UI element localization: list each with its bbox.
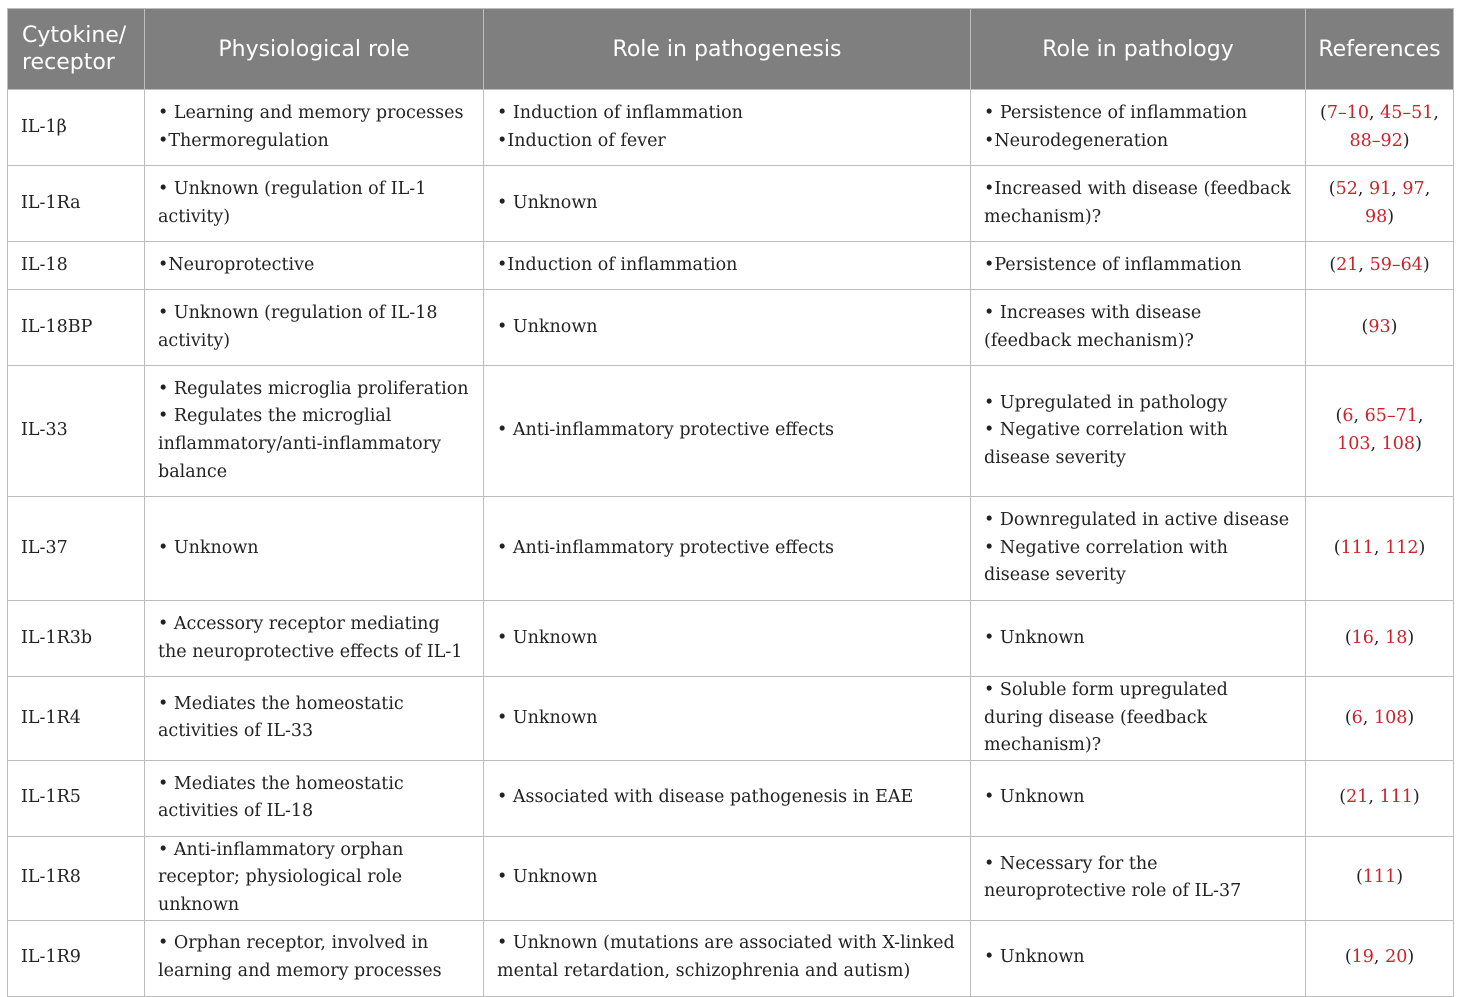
reference-link[interactable]: 93 [1368,316,1391,337]
bullet-item: •Induction of inflammation [497,254,738,275]
bullet-item: • Mediates the homeostatic activities of IL-33 [158,693,404,742]
physiological-role-cell [145,677,484,761]
table-row [8,497,1454,601]
references-cell: (52, 91, 97, 98) [1306,166,1454,242]
bullet-item: • Unknown [497,627,598,648]
reference-link[interactable]: 111 [1340,537,1374,558]
table-row [8,836,1454,920]
pathology-role-cell [971,601,1306,677]
pathogenesis-role-cell [484,497,971,601]
reference-link[interactable]: 59–64 [1369,254,1423,275]
bullet-item: • Necessary for the neuroprotective role of IL-37 [984,853,1242,902]
bullet-item: • Regulates the microglial inflammatory/anti-inflammatory balance [158,406,441,482]
bullet-item: • Unknown [984,947,1085,968]
bullet-item: •Induction of fever [497,130,666,151]
bullet-item: • Induction of inflammation [497,102,743,123]
header-physiological-role: Physiological role [145,9,484,90]
pathogenesis-role-cell [484,166,971,242]
bullet-item: • Negative correlation with disease severity [984,537,1228,586]
pathogenesis-role-cell [484,90,971,166]
cytokine-name: IL-1R5 [8,760,145,836]
bullet-item: • Increases with disease (feedback mechanism)? [984,302,1202,351]
pathology-role-cell [971,166,1306,242]
bullet-item: • Anti-inflammatory protective effects [497,420,835,441]
bullet-item: • Unknown (mutations are associated with X-linked mental retardation, schizophrenia and autism) [497,933,955,982]
pathogenesis-role-cell [484,760,971,836]
reference-link[interactable]: 97 [1402,178,1425,199]
pathogenesis-role-cell [484,601,971,677]
reference-link[interactable]: 19 [1351,947,1374,968]
bullet-item: • Unknown [984,627,1085,648]
table-row [8,677,1454,761]
bullet-item: • Upregulated in pathology [984,392,1228,413]
physiological-role-cell [145,920,484,996]
pathology-role-cell [971,290,1306,366]
bullet-item: • Persistence of inflammation [984,102,1248,123]
header-references: References [1306,9,1454,90]
references-cell: (6, 108) [1306,677,1454,761]
reference-link[interactable]: 21 [1336,254,1359,275]
references-cell: (93) [1306,290,1454,366]
table-body [8,90,1454,997]
bullet-item: • Unknown [497,707,598,728]
references-cell: (21, 59–64) [1306,242,1454,290]
bullet-item: • Regulates microglia proliferation [158,378,469,399]
bullet-item: • Anti-inflammatory protective effects [497,537,835,558]
references-cell: (16, 18) [1306,601,1454,677]
header-cytokine: Cytokine/ receptor [8,9,145,90]
physiological-role-cell [145,242,484,290]
references-cell: (111) [1306,836,1454,920]
physiological-role-cell [145,601,484,677]
cytokine-name: IL-18BP [8,290,145,366]
references-cell: (19, 20) [1306,920,1454,996]
references-cell: (21, 111) [1306,760,1454,836]
bullet-item: • Associated with disease pathogenesis in EAE [497,787,914,808]
physiological-role-cell [145,760,484,836]
bullet-item: • Mediates the homeostatic activities of IL-18 [158,773,404,822]
pathology-role-cell [971,90,1306,166]
cytokine-name: IL-37 [8,497,145,601]
pathogenesis-role-cell [484,366,971,497]
bullet-item: •Persistence of inflammation [984,254,1242,275]
pathology-role-cell [971,497,1306,601]
physiological-role-cell [145,497,484,601]
reference-link[interactable]: 103 [1337,434,1371,454]
header-role-in-pathogenesis: Role in pathogenesis [484,9,971,90]
pathology-role-cell [971,366,1306,497]
table-row [8,290,1454,366]
cytokine-name: IL-1β [8,90,145,166]
bullet-item: • Downregulated in active disease [984,510,1290,531]
bullet-item: •Neurodegeneration [984,130,1169,151]
reference-link[interactable]: 21 [1346,787,1369,808]
pathogenesis-role-cell [484,677,971,761]
reference-link[interactable]: 16 [1351,627,1374,648]
bullet-item: • Accessory receptor mediating the neuroprotective effects of IL-1 [158,613,463,662]
table-row [8,760,1454,836]
reference-link[interactable]: 20 [1385,947,1408,968]
bullet-item: • Unknown [497,192,598,213]
physiological-role-cell [145,290,484,366]
physiological-role-cell [145,366,484,497]
bullet-item: • Anti-inflammatory orphan receptor; physiological role unknown [158,839,404,915]
references-cell: (111, 112) [1306,497,1454,601]
bullet-item: • Orphan receptor, involved in learning and memory processes [158,933,442,982]
pathogenesis-role-cell [484,920,971,996]
physiological-role-cell [145,836,484,920]
table-row [8,90,1454,166]
reference-link[interactable]: 45–51 [1380,102,1434,123]
pathology-role-cell [971,677,1306,761]
bullet-item: • Soluble form upregulated during disease (feedback mechanism)? [984,680,1228,756]
reference-link[interactable]: 7–10 [1326,102,1369,123]
table-row [8,242,1454,290]
table-row [8,601,1454,677]
pathogenesis-role-cell [484,836,971,920]
references-cell: (7–10, 45–51, 88–92) [1306,90,1454,166]
cytokine-name: IL-1Ra [8,166,145,242]
cytokine-table [7,8,1454,997]
reference-link[interactable]: 6 [1351,707,1363,728]
reference-link[interactable]: 52 [1335,178,1358,199]
pathology-role-cell [971,836,1306,920]
pathology-role-cell [971,242,1306,290]
pathogenesis-role-cell [484,242,971,290]
reference-link[interactable]: 65–71 [1364,406,1418,427]
cytokine-name: IL-1R8 [8,836,145,920]
bullet-item: • Unknown (regulation of IL-1 activity) [158,178,427,227]
bullet-item: • Unknown (regulation of IL-18 activity) [158,302,438,351]
reference-link[interactable]: 111 [1362,867,1397,888]
reference-link[interactable]: 91 [1368,178,1392,199]
bullet-item: • Unknown [497,316,598,337]
bullet-item: • Negative correlation with disease severity [984,420,1228,468]
cytokine-name: IL-1R4 [8,677,145,761]
cytokine-name: IL-33 [8,366,145,497]
cytokine-name: IL-18 [8,242,145,290]
bullet-item: •Thermoregulation [158,130,329,151]
bullet-item: • Learning and memory processes [158,102,464,123]
reference-link[interactable]: 6 [1342,406,1354,427]
table-row [8,166,1454,242]
table-row [8,920,1454,996]
reference-link[interactable]: 88–92 [1349,130,1403,151]
reference-link[interactable]: 18 [1385,627,1408,648]
reference-link[interactable]: 112 [1385,537,1419,558]
header-row [8,9,1454,90]
pathogenesis-role-cell [484,290,971,366]
reference-link[interactable]: 108 [1373,707,1408,728]
physiological-role-cell [145,90,484,166]
bullet-item: • Unknown [158,537,259,558]
reference-link[interactable]: 108 [1381,434,1416,454]
header-role-in-pathology: Role in pathology [971,9,1306,90]
references-cell: (6, 65–71, 103, 108) [1306,366,1454,497]
table-row [8,366,1454,497]
bullet-item: • Unknown [497,867,598,888]
bullet-item: •Neuroprotective [158,254,315,275]
bullet-item: •Increased with disease (feedback mechanism)? [984,178,1291,227]
bullet-item: • Unknown [984,787,1085,808]
pathology-role-cell [971,760,1306,836]
cytokine-name: IL-1R3b [8,601,145,677]
pathology-role-cell [971,920,1306,996]
physiological-role-cell [145,166,484,242]
cytokine-name: IL-1R9 [8,920,145,996]
reference-link[interactable]: 98 [1364,206,1388,227]
reference-link[interactable]: 111 [1379,787,1413,808]
